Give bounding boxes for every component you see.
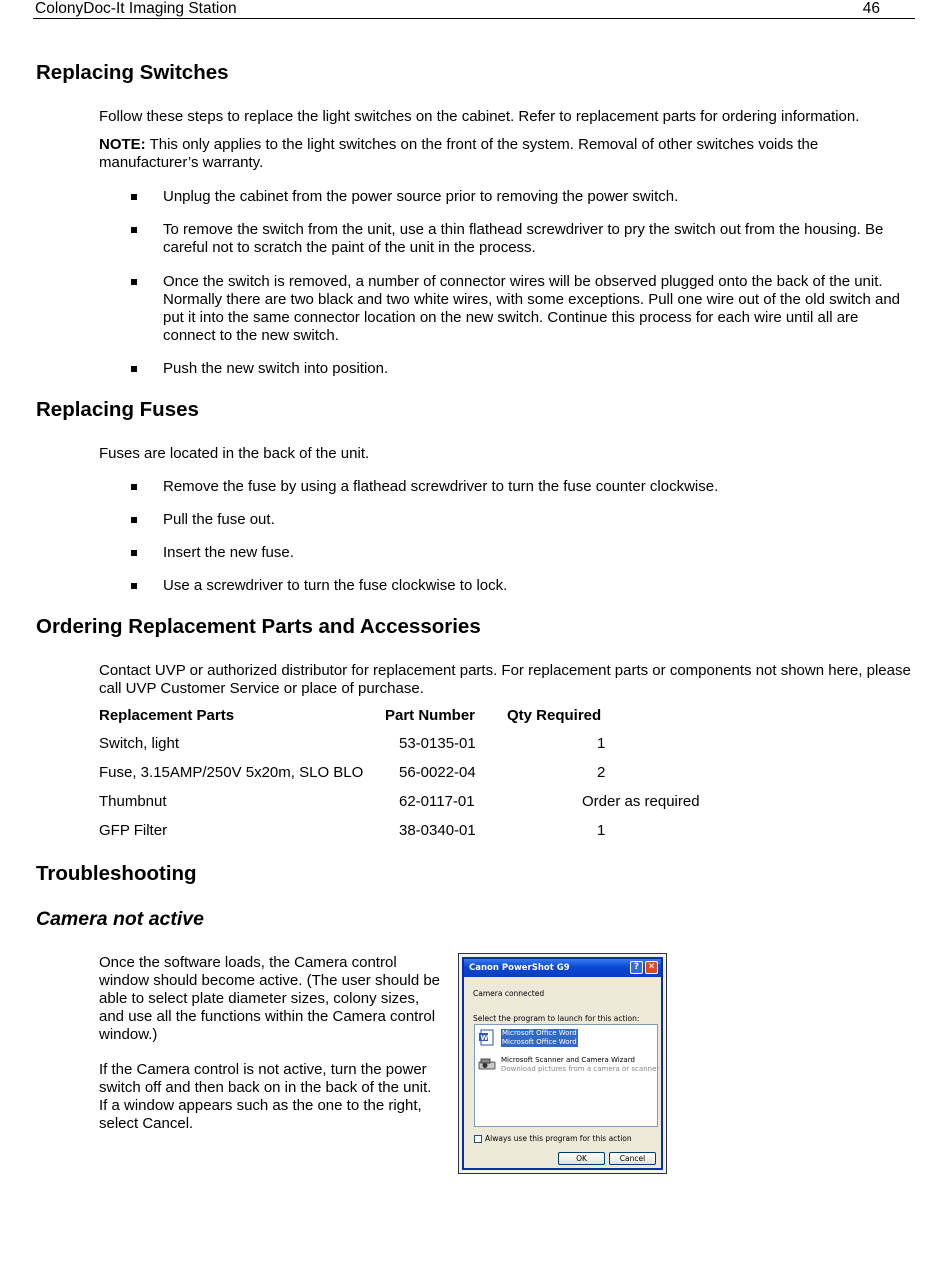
dialog-title: Canon PowerShot G9 — [469, 963, 570, 973]
note-text: This only applies to the light switches on the front of the system. Removal of other switches voids the manufacturer’s warranty. — [99, 136, 819, 171]
cell-part: Fuse, 3.15AMP/250V 5x20m, SLO BLO — [99, 764, 364, 781]
cell-qty: 1 — [597, 822, 606, 839]
column-header-part-number: Part Number — [385, 707, 476, 724]
close-icon[interactable]: ✕ — [645, 961, 658, 974]
ordering-intro: Contact UVP or authorized distributor for replacement parts. For replacement parts or components not shown here, please call UVP Customer Service or place of purchase. — [99, 662, 911, 697]
heading-troubleshooting: Troubleshooting — [36, 862, 197, 885]
cancel-button[interactable]: Cancel — [609, 1152, 656, 1165]
program-name: Microsoft Office Word — [502, 1029, 577, 1037]
table-row — [99, 787, 747, 816]
list-item-text: To remove the switch from the unit, use a thin flathead screwdriver to pry the switch out from the housing. Be careful not to scratch the paint of the unit in the process. — [163, 221, 884, 256]
program-list[interactable] — [474, 1024, 658, 1127]
cell-part-number: 62-0117-01 — [399, 793, 475, 810]
bullet-square-icon — [131, 484, 137, 490]
list-item-text: Insert the new fuse. — [163, 544, 294, 561]
ok-button[interactable]: OK — [558, 1152, 605, 1165]
scanner-camera-icon — [478, 1056, 496, 1073]
bullet-square-icon — [131, 194, 137, 200]
bullet-square-icon — [131, 583, 137, 589]
note-label: NOTE: — [99, 136, 146, 153]
page-header — [33, 0, 915, 19]
column-header-parts: Replacement Parts — [99, 707, 235, 724]
parts-table — [99, 707, 747, 845]
heading-replacing-fuses: Replacing Fuses — [36, 398, 199, 421]
dialog-title-bar — [464, 959, 661, 977]
list-item-text: Use a screwdriver to turn the fuse clockwise to lock. — [163, 577, 508, 594]
subheading-camera-not-active: Camera not active — [36, 908, 204, 930]
cell-part: Switch, light — [99, 735, 180, 752]
bullet-square-icon — [131, 279, 137, 285]
program-description: Microsoft Office Word — [502, 1038, 577, 1046]
list-item-word[interactable] — [478, 1028, 654, 1048]
cell-part: GFP Filter — [99, 822, 168, 839]
document-title: ColonyDoc-It Imaging Station — [35, 0, 237, 17]
cell-qty: 1 — [597, 735, 606, 752]
table-header-row — [99, 707, 747, 729]
bullet-square-icon — [131, 517, 137, 523]
list-item-text: Remove the fuse by using a flathead screwdriver to turn the fuse counter clockwise. — [163, 478, 719, 495]
program-description: Download pictures from a camera or scanner — [501, 1065, 660, 1073]
fuses-intro: Fuses are located in the back of the unit. — [99, 445, 370, 462]
dialog-status: Camera connected — [473, 989, 545, 998]
autoplay-dialog — [462, 957, 663, 1170]
checkbox-label: Always use this program for this action — [485, 1134, 632, 1143]
heading-ordering-parts: Ordering Replacement Parts and Accessories — [36, 615, 481, 638]
table-row — [99, 758, 747, 787]
list-item-scanner-wizard[interactable] — [478, 1055, 660, 1075]
list-item-text: Push the new switch into position. — [163, 360, 389, 377]
dialog-screenshot — [458, 953, 667, 1174]
list-item-text: Once the switch is removed, a number of connector wires will be observed plugged onto the back of the unit. Normally there are two black and two white wires, with some exceptions. Pull one wire out of the old switch and put it into the same connector location on the new switch. Continue this process for each wire until all are connect to the new switch. — [163, 273, 901, 344]
list-item-text: Pull the fuse out. — [163, 511, 275, 528]
heading-replacing-switches: Replacing Switches — [36, 61, 229, 84]
column-header-qty: Qty Required — [507, 707, 602, 724]
word-document-icon — [478, 1029, 496, 1046]
troubleshooting-para-2: If the Camera control is not active, turn the power switch off and then back on in the back of the unit. If a window appears such as the one to the right, select Cancel. — [99, 1061, 432, 1132]
switches-note — [99, 136, 911, 172]
bullet-square-icon — [131, 550, 137, 556]
table-row — [99, 729, 747, 758]
table-row — [99, 816, 747, 845]
checkbox-box[interactable] — [474, 1135, 482, 1143]
help-icon[interactable]: ? — [630, 961, 643, 974]
list-item-text: Unplug the cabinet from the power source prior to removing the power switch. — [163, 188, 679, 205]
cell-part-number: 56-0022-04 — [399, 764, 476, 781]
bullet-square-icon — [131, 227, 137, 233]
cell-qty: 2 — [597, 764, 606, 781]
cell-part: Thumbnut — [99, 793, 167, 810]
program-name: Microsoft Scanner and Camera Wizard — [501, 1056, 635, 1064]
cell-part-number: 53-0135-01 — [399, 735, 476, 752]
bullet-square-icon — [131, 366, 137, 372]
cell-qty: Order as required — [582, 793, 700, 810]
switches-intro: Follow these steps to replace the light switches on the cabinet. Refer to replacement parts for ordering information. — [99, 108, 860, 125]
troubleshooting-para-1: Once the software loads, the Camera control window should become active. (The user should be able to select plate diameter sizes, colony sizes, and use all the functions within the Camera control window.) — [99, 954, 441, 1043]
svg-text:W: W — [480, 1034, 489, 1042]
dialog-prompt: Select the program to launch for this action: — [473, 1014, 640, 1023]
cell-part-number: 38-0340-01 — [399, 822, 476, 839]
page-number: 46 — [862, 0, 880, 17]
